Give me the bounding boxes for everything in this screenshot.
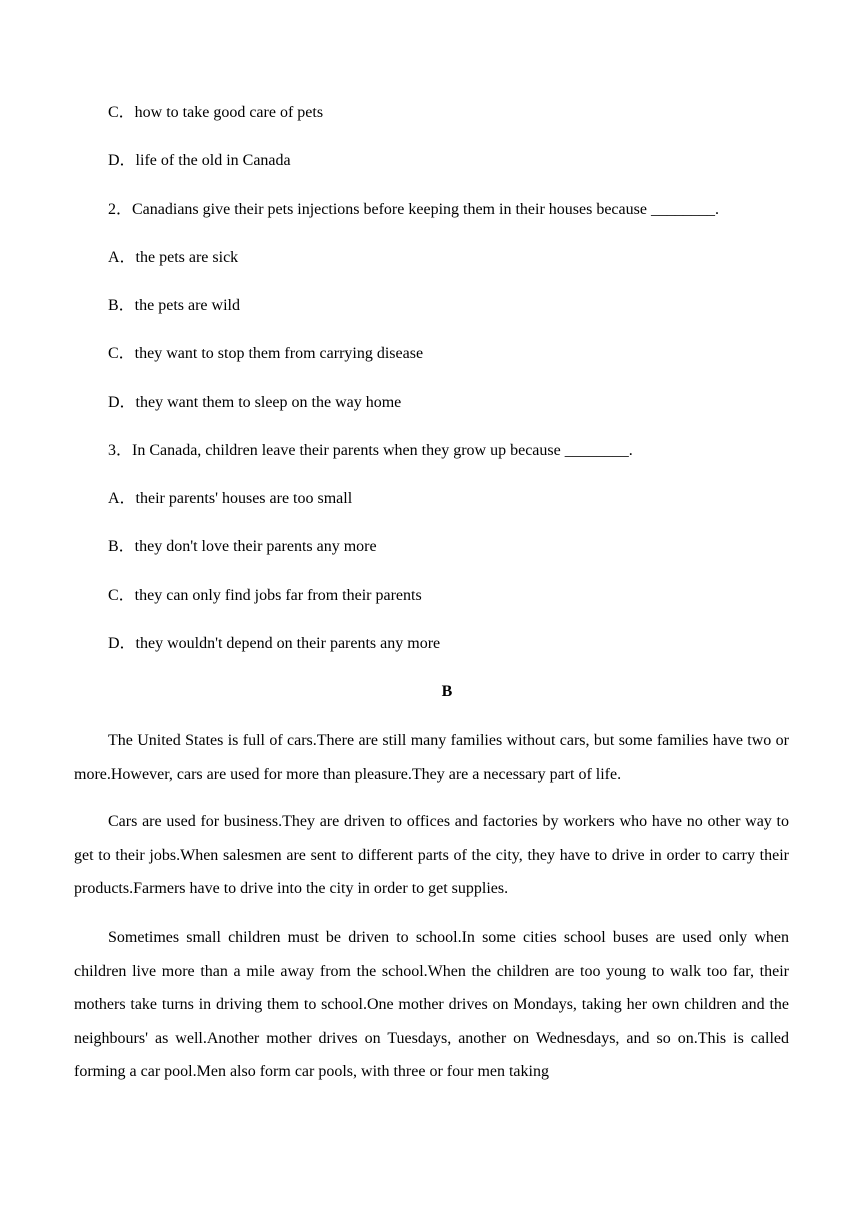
q3-option-b: B．they don't love their parents any more [108,538,377,555]
paragraph-2: Cars are used for business.They are driven to offices and factories by workers who have no other way to get to their jobs.When salesmen are sent to different parts of the city, they have to drive in order to carry their products.Farmers have to drive into the city in order to get supplies. [74,813,789,897]
q3-option-c: C．they can only find jobs far from their parents [108,587,422,604]
paragraph-3: Sometimes small children must be driven to school.In some cities school buses are used only when children live more than a mile away from the school.When the children are too young to walk too far, their mothers take turns in driving them to school.One mother drives on Mondays, taking her own children and the neighbours' as well.Another mother drives on Tuesdays, another on Wednesdays, and so on.This is called forming a car pool.Men also form car pools, with three or four men taking [74,929,789,1080]
q1-option-d: D．life of the old in Canada [108,152,291,169]
q2-option-c: C．they want to stop them from carrying disease [108,345,424,362]
q2-stem: 2．Canadians give their pets injections before keeping them in their houses because ________. [108,201,719,218]
section-b-title: B [441,683,453,700]
q2-option-a: A．the pets are sick [108,249,239,266]
q2-option-b: B．the pets are wild [108,297,240,314]
q3-option-a: A．their parents' houses are too small [108,490,353,507]
q3-stem: 3．In Canada, children leave their parents when they grow up because ________. [108,442,633,459]
q1-option-c: C．how to take good care of pets [108,104,324,121]
paragraph-1: The United States is full of cars.There are still many families without cars, but some families have two or more.However, cars are used for more than pleasure.They are a necessary part of life. [74,732,789,783]
q2-option-d: D．they want them to sleep on the way home [108,394,402,411]
q3-option-d: D．they wouldn't depend on their parents any more [108,635,441,652]
